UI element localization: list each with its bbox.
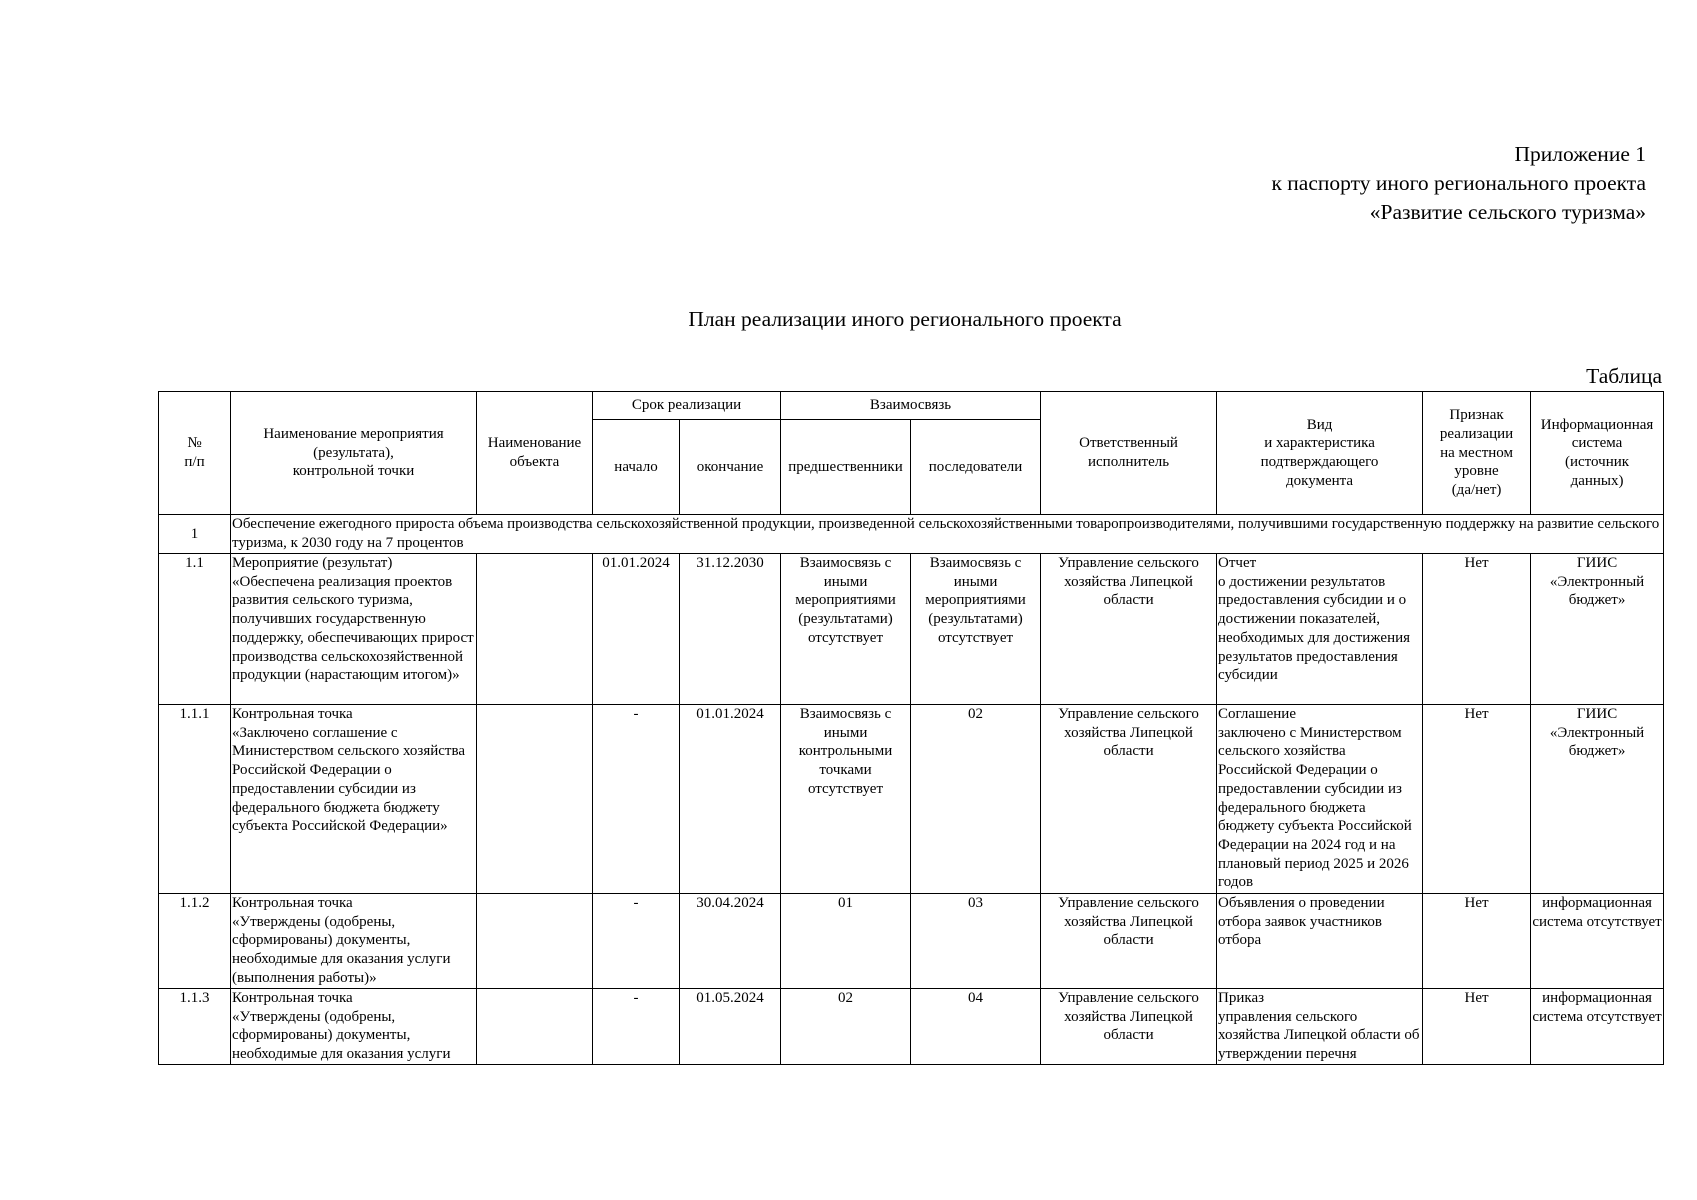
row-successors: 03 (911, 894, 1041, 989)
table-caption: Таблица (1586, 364, 1662, 388)
row-local-level: Нет (1423, 705, 1531, 894)
row-predecessors: 02 (781, 989, 911, 1065)
table-row (159, 894, 1664, 989)
row-local-level: Нет (1423, 894, 1531, 989)
header-start: начало (593, 420, 680, 515)
document-title: План реализации иного регионального проекта (688, 307, 1122, 331)
row-number: 1.1 (159, 554, 231, 705)
row-predecessors: 01 (781, 894, 911, 989)
row-predecessors: Взаимосвязь с иными мероприятиями (результатами) отсутствует (781, 554, 911, 705)
row-object (477, 554, 593, 705)
row-responsible: Управление сельского хозяйства Липецкой области (1041, 894, 1217, 989)
goal-row (159, 515, 1664, 554)
table-row (159, 554, 1664, 705)
row-start: - (593, 894, 680, 989)
row-info-system: ГИИС «Электронный бюджет» (1531, 554, 1664, 705)
row-event-name: Контрольная точка «Утверждены (одобрены, сформированы) документы, необходимые для оказания услуги (231, 989, 477, 1065)
row-number: 1.1.1 (159, 705, 231, 894)
header-successors: последователи (911, 420, 1041, 515)
appendix-line-1: Приложение 1 (1514, 142, 1646, 166)
row-document: Приказ управления сельского хозяйства Липецкой области об утверждении перечня (1217, 989, 1423, 1065)
row-info-system: ГИИС «Электронный бюджет» (1531, 705, 1664, 894)
header-end: окончание (680, 420, 781, 515)
header-responsible: Ответственный исполнитель (1041, 392, 1217, 515)
row-local-level: Нет (1423, 989, 1531, 1065)
table-row (159, 989, 1664, 1065)
row-responsible: Управление сельского хозяйства Липецкой области (1041, 989, 1217, 1065)
row-document: Соглашение заключено с Министерством сельского хозяйства Российской Федерации о предоставлении субсидии из федерального бюджета бюджету субъекта Российской Федерации на 2024 год и на плановый период 2025 и 2026 годов (1217, 705, 1423, 894)
row-object (477, 989, 593, 1065)
appendix-heading (1271, 140, 1646, 227)
row-info-system: информационная система отсутствует (1531, 894, 1664, 989)
row-event-name: Контрольная точка «Утверждены (одобрены, сформированы) документы, необходимые для оказания услуги (выполнения работы)» (231, 894, 477, 989)
appendix-line-2: к паспорту иного регионального проекта (1271, 171, 1646, 195)
implementation-plan-table (158, 391, 1664, 1065)
row-end: 01.01.2024 (680, 705, 781, 894)
row-successors: Взаимосвязь с иными мероприятиями (результатами) отсутствует (911, 554, 1041, 705)
header-interrelation: Взаимосвязь (781, 392, 1041, 420)
row-successors: 02 (911, 705, 1041, 894)
header-event-name: Наименование мероприятия (результата), контрольной точки (231, 392, 477, 515)
row-object (477, 894, 593, 989)
appendix-line-3: «Развитие сельского туризма» (1369, 200, 1646, 224)
row-predecessors: Взаимосвязь с иными контрольными точками отсутствует (781, 705, 911, 894)
row-end: 01.05.2024 (680, 989, 781, 1065)
row-document: Отчет о достижении результатов предоставления субсидии и о достижении показателей, необходимых для достижения результатов предоставления субсидии (1217, 554, 1423, 705)
row-successors: 04 (911, 989, 1041, 1065)
row-start: - (593, 989, 680, 1065)
header-object-name: Наименование объекта (477, 392, 593, 515)
row-number: 1.1.3 (159, 989, 231, 1065)
goal-number: 1 (159, 515, 231, 554)
row-responsible: Управление сельского хозяйства Липецкой области (1041, 554, 1217, 705)
row-number: 1.1.2 (159, 894, 231, 989)
header-term: Срок реализации (593, 392, 781, 420)
header-info-system: Информационная система (источник данных) (1531, 392, 1664, 515)
row-object (477, 705, 593, 894)
header-predecessors: предшественники (781, 420, 911, 515)
row-start: 01.01.2024 (593, 554, 680, 705)
row-local-level: Нет (1423, 554, 1531, 705)
header-number: № п/п (159, 392, 231, 515)
row-event-name: Контрольная точка «Заключено соглашение с Министерством сельского хозяйства Российской Федерации о предоставлении субсидии из федерального бюджета бюджету субъекта Российской Федерации» (231, 705, 477, 894)
table-row (159, 705, 1664, 894)
row-end: 31.12.2030 (680, 554, 781, 705)
header-document: Вид и характеристика подтверждающего документа (1217, 392, 1423, 515)
row-event-name: Мероприятие (результат) «Обеспечена реализация проектов развития сельского туризма, получивших государственную поддержку, обеспечивающих прирост производства сельскохозяйственной продукции (нарастающим итогом)» (231, 554, 477, 705)
row-info-system: информационная система отсутствует (1531, 989, 1664, 1065)
row-responsible: Управление сельского хозяйства Липецкой области (1041, 705, 1217, 894)
row-end: 30.04.2024 (680, 894, 781, 989)
row-start: - (593, 705, 680, 894)
header-local-level: Признак реализации на местном уровне (да/нет) (1423, 392, 1531, 515)
row-document: Объявления о проведении отбора заявок участников отбора (1217, 894, 1423, 989)
goal-text: Обеспечение ежегодного прироста объема производства сельскохозяйственной продукции, произведенной сельскохозяйственными товаропроизводителями, получившими государственную поддержку на развитие сельского туризма, к 2030 году на 7 процентов (231, 515, 1664, 554)
